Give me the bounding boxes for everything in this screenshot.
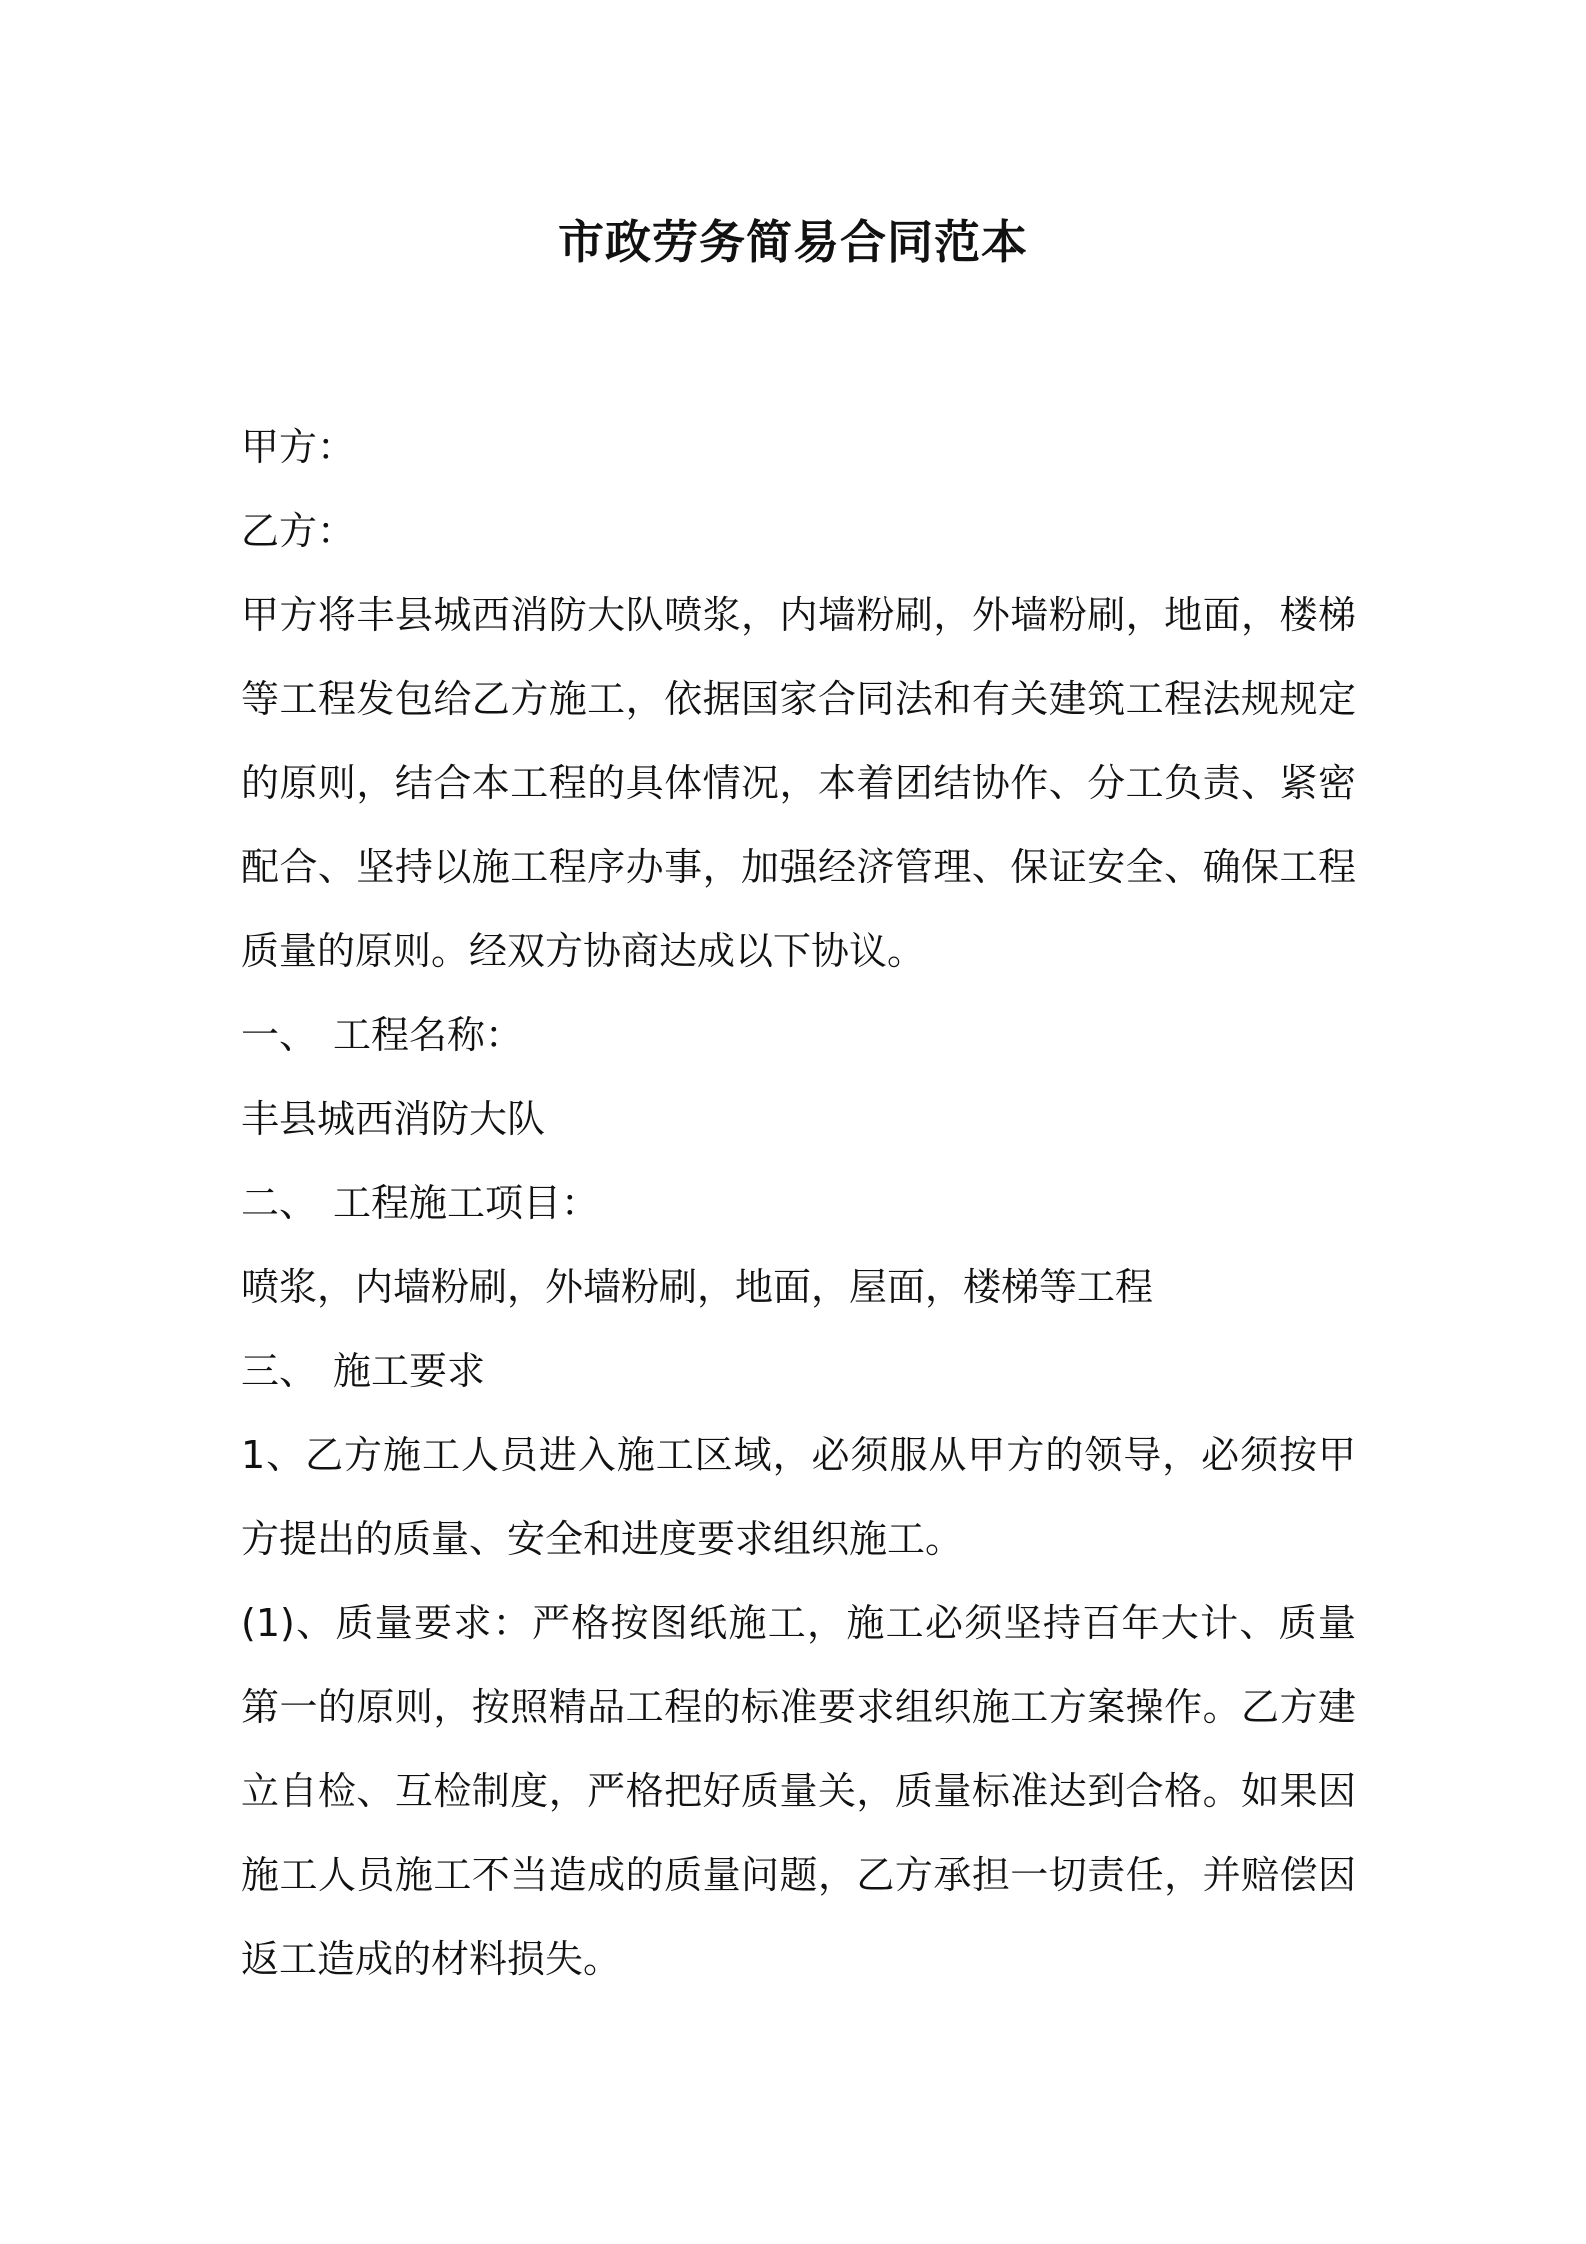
section-3-title: 施工要求 xyxy=(333,1349,486,1393)
section-1-content: 丰县城西消防大队 xyxy=(241,1097,546,1141)
section-2-heading xyxy=(241,1161,1356,1245)
section-2-title: 工程施工项目： xyxy=(333,1181,600,1225)
section-1-title: 工程名称： xyxy=(333,1013,524,1057)
section-1-heading xyxy=(241,993,1356,1077)
section-2-content: 喷浆，内墙粉刷，外墙粉刷，地面，屋面，楼梯等工程 xyxy=(241,1265,1154,1309)
party-b-line: 乙方： xyxy=(241,509,356,553)
item-1-1-paragraph: (1)、质量要求：严格按图纸施工，施工必须坚持百年大计、质量第一的原则，按照精品工程的标准要求组织施工方案操作。乙方建立自检、互检制度，严格把好质量关，质量标准达到合格。如果因施工人员施工不当造成的质量问题，乙方承担一切责任，并赔偿因返工造成的材料损失。 xyxy=(241,1601,1356,1981)
section-3-number: 三、 xyxy=(241,1349,318,1393)
section-3-heading xyxy=(241,1329,1356,1413)
party-a-line: 甲方： xyxy=(241,425,356,469)
section-1-number: 一、 xyxy=(241,1013,318,1057)
section-2-number: 二、 xyxy=(241,1181,318,1225)
intro-paragraph: 甲方将丰县城西消防大队喷浆，内墙粉刷，外墙粉刷，地面，楼梯等工程发包给乙方施工，依据国家合同法和有关建筑工程法规规定的原则，结合本工程的具体情况，本着团结协作、分工负责、紧密配合、坚持以施工程序办事，加强经济管理、保证安全、确保工程质量的原则。经双方协商达成以下协议。 xyxy=(241,593,1356,973)
document-title: 市政劳务简易合同范本 xyxy=(558,215,1028,269)
document-body xyxy=(241,405,1356,2001)
item-1-paragraph: 1、乙方施工人员进入施工区域，必须服从甲方的领导，必须按甲方提出的质量、安全和进度要求组织施工。 xyxy=(241,1433,1356,1561)
